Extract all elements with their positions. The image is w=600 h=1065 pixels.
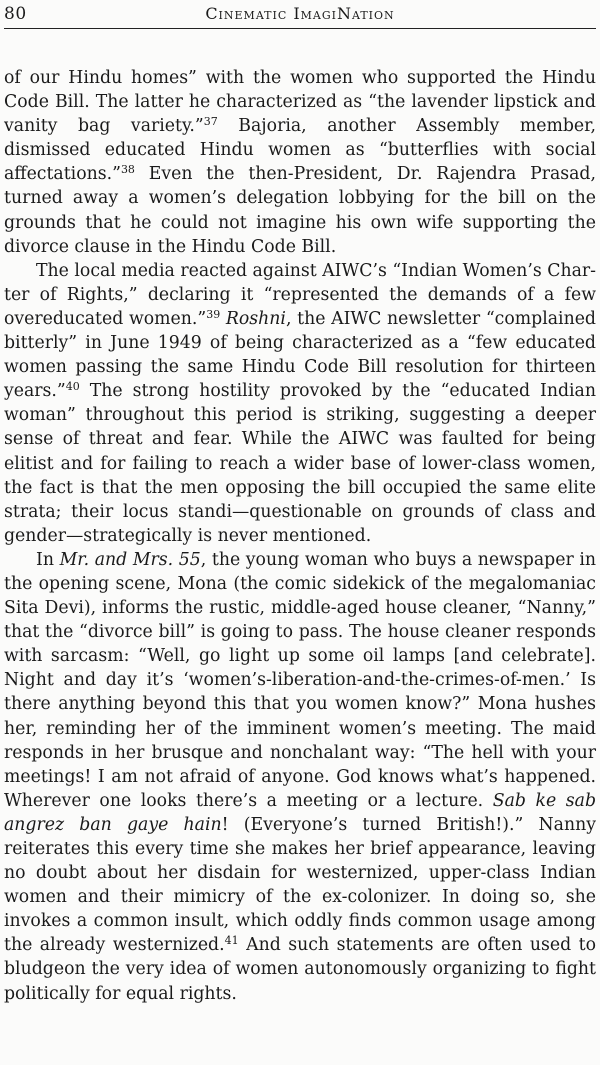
text-run: Even the then-President, Dr. Rajendra Prasad, turned away a women’s delegation lobbying for the bill on the grounds that he could not imagine his own wife supporting the divorce clause in the Hindu Code Bill. bbox=[4, 164, 596, 257]
text-run: , the AIWC newsletter “complained bitterly” in June 1949 of being characterized as a “few educated women passing the same Hindu Code Bill resolution for thirteen years.” bbox=[4, 308, 596, 402]
italic-text: Roshni bbox=[225, 308, 286, 329]
footnote-marker: 38 bbox=[120, 163, 135, 177]
paragraph bbox=[4, 66, 596, 259]
text-run: In bbox=[36, 549, 60, 570]
paragraph bbox=[4, 548, 596, 1006]
running-head: Cinematic ImagiNation bbox=[205, 4, 395, 23]
text-run: The strong hostility provoked by the “educated Indian woman” throughout this period is striking, suggesting a deeper sense of threat and fear. While the AIWC was faulted for being elitist and for failing to reach a wider base of lower-class women, the fact is that the men opposing the bill occupied the same elite strata; their locus standi—questionable on grounds of class and gender—strategically is never mentioned. bbox=[4, 381, 596, 546]
text-run: , the young woman who buys a newspaper in the opening scene, Mona (the comic sidekick of the megalomaniac Sita Devi), informs the rustic, middle-aged house cleaner, “Nanny,” that the “divorce bill” is going to pass. The house cleaner responds with sarcasm: “Well, go light up some oil lamps [and celebrate]. Night and day it’s ‘women’s-liberation-and-the-crimes-of-men.’ Is there anything beyond this that you women know?” Mona hushes her, reminding her of the imminent women’s meeting. The maid responds in her brusque and nonchalant way: “The hell with your meetings! I am not afraid of anyone. God knows what’s happened. Wherever one looks there’s a meeting or a lecture. bbox=[4, 549, 596, 811]
text-run: ! (Everyone’s turned British!).” Nanny reiterates this every time she makes her brief appearance, leaving no doubt about her disdain for westernized, upper-class Indian women and their mimicry of the ex-colonizer. In doing so, she invokes a common insult, which oddly finds common usage among the already westernized. bbox=[4, 814, 596, 956]
footnote-marker: 37 bbox=[203, 115, 218, 129]
italic-text: Mr. and Mrs. 55 bbox=[59, 549, 201, 570]
text-run: And such statements are often used to bludgeon the very idea of women autonomously organizing to fight politically for equal rights. bbox=[4, 935, 596, 1004]
footnote-marker: 39 bbox=[206, 307, 221, 321]
body-text bbox=[4, 66, 596, 1006]
text-run: of our Hindu homes” with the women who supported the Hindu Code Bill. The latter he characterized as “the lavender lipstick and vanity bag variety.” bbox=[4, 68, 596, 137]
footnote-marker: 40 bbox=[65, 380, 80, 394]
header-rule bbox=[4, 28, 596, 29]
footnote-marker: 41 bbox=[224, 934, 239, 948]
paragraph bbox=[4, 259, 596, 548]
page-number: 80 bbox=[4, 4, 27, 24]
page-header bbox=[4, 0, 596, 28]
text-run: The local media reacted against AIWC’s “Indian Women’s Charter of Rights,” declaring it “represented the demands of a few overeducated women.” bbox=[4, 260, 596, 329]
text-run: Bajoria, another Assembly member, dismissed educated Hindu women as “butterflies with social affectations.” bbox=[4, 116, 596, 185]
italic-text: Sab ke sab angrez ban gaye hain bbox=[4, 790, 597, 835]
